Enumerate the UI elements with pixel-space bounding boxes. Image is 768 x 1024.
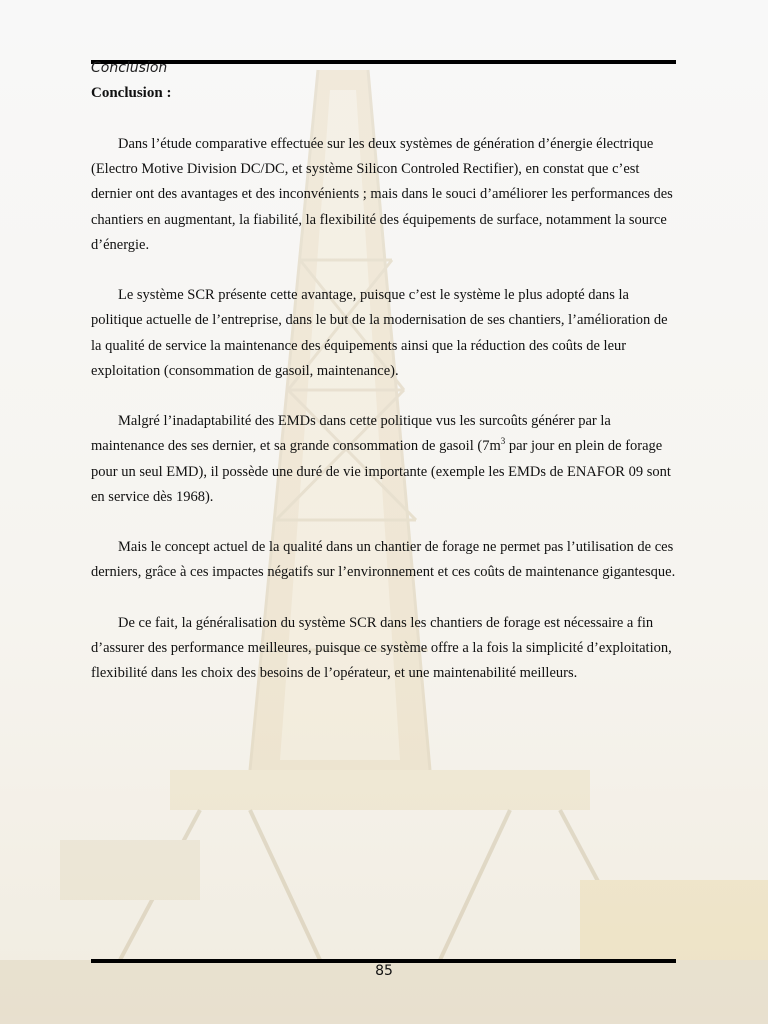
paragraph-3 [91, 409, 676, 510]
paragraph-5: De ce fait, la généralisation du système SCR dans les chantiers de forage est nécessaire a fin d’assurer des performance meilleures, puisque ce système offre a la fois la simplicité d’exploitation, flexibilité dans les choix des besoins de l’opérateur, et une maintenabilité meilleurs. [91, 614, 672, 682]
paragraph-2: Le système SCR présente cette avantage, puisque c’est le système le plus adopté dans la politique actuelle de l’entreprise, dans le but de la modernisation de ses chantiers, l’amélioration de la qualité de service la maintenance des équipements ainsi que la réduction des coûts de leur exploitation (consommation de gasoil, maintenance). [91, 287, 668, 379]
section-title: Conclusion : [91, 85, 172, 101]
paragraph-4: Mais le concept actuel de la qualité dans un chantier de forage ne permet pas l’utilisation de ces derniers, grâce à ces impactes négatifs sur l’environnement et ces coûts de maintenance gigantesque. [91, 539, 676, 581]
superscript-cubed: 3 [500, 436, 506, 447]
paragraph-3-part-2: par jour en plein de forage pour un seul EMD), il possède une duré de vie importante (exemple les EMDs de ENAFOR 09 sont en service dès 1968). [91, 438, 671, 505]
paragraph-3-part-1: Malgré l’inadaptabilité des EMDs dans cette politique vus les surcoûts générer par la maintenance des ses dernier, et sa grande consommation de gasoil (7m [91, 413, 611, 455]
page-number: 85 [375, 963, 393, 979]
paragraph-1: Dans l’étude comparative effectuée sur les deux systèmes de génération d’énergie électrique (Electro Motive Division DC/DC, et système Silicon Controled Rectifier), en constat que c’est dernier ont des avantages et des inconvénients ; mais dans le souci d’améliorer les performances des chantiers en augmentant, la fiabilité, la flexibilité des équipements de surface, notamment la source d’énergie. [91, 136, 673, 253]
header-rule [91, 60, 676, 64]
running-header: Conclusion [91, 60, 168, 76]
body-text [91, 132, 676, 712]
